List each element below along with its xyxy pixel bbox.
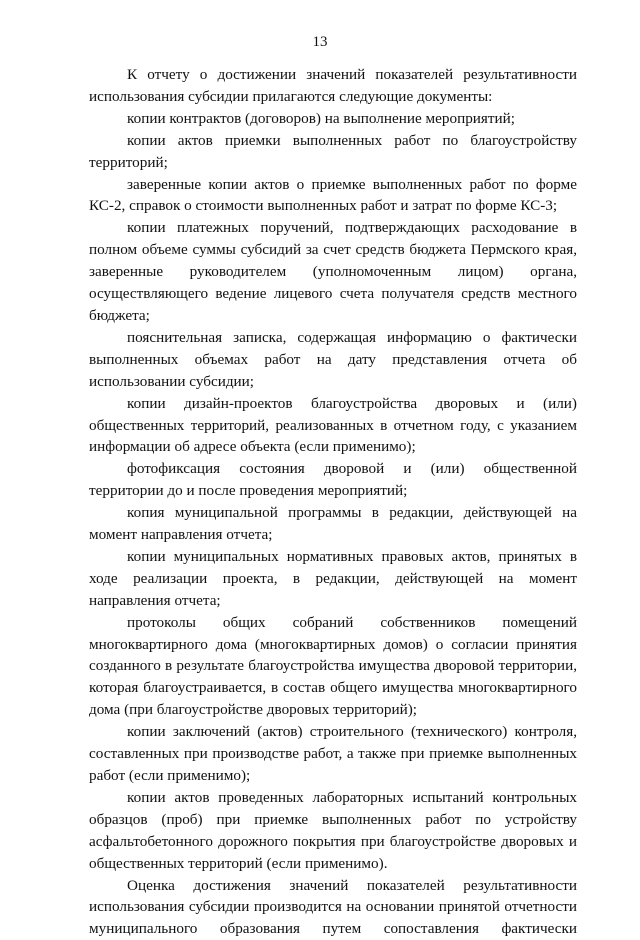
list-item-photo-record: фотофиксация состояния дворовой и (или) общественной территории до и после проведения мероприятий; (89, 460, 577, 500)
paragraph-assessment: Оценка достижения значений показателей результативности использования субсидии производится на основании принятой отчетности муниципального образования путем сопоставления фактически (89, 876, 577, 938)
list-item-ks2-ks3: заверенные копии актов о приемке выполненных работ по форме КС-2, справок о стоимости выполненных работ и затрат по форме КС-3; (89, 175, 577, 215)
document-body (89, 64, 577, 940)
paragraph-intro: К отчету о достижении значений показателей результативности использования субсидии прилагаются следующие документы: (89, 66, 577, 105)
list-item-contracts: копии контрактов (договоров) на выполнение мероприятий; (127, 109, 516, 127)
list-item-payment-orders: копии платежных поручений, подтверждающих расходование в полном объеме суммы субсидий за счет средств бюджета Пермского края, заверенные руководителем (уполномоченным лицом) органа, осуществляющего ведение лицевого счета получателя средств местного бюджета; (89, 219, 577, 324)
list-item-lab-tests: копии актов проведенных лабораторных испытаний контрольных образцов (проб) при приемке выполненных работ по устройству асфальтобетонного дорожного покрытия при благоустройстве дворовых и общественных территорий (если применимо). (89, 788, 577, 872)
list-item-acceptance-acts: копии актов приемки выполненных работ по благоустройству территорий; (89, 131, 577, 171)
list-item-design-projects: копии дизайн-проектов благоустройства дворовых и (или) общественных территорий, реализованных в отчетном году, с указанием информации об адресе объекта (если применимо); (89, 394, 577, 456)
list-item-explanatory-note: пояснительная записка, содержащая информацию о фактически выполненных объемах работ на дату представления отчета об использовании субсидии; (89, 328, 577, 390)
list-item-municipal-program: копия муниципальной программы в редакции, действующей на момент направления отчета; (89, 504, 577, 544)
page-number: 13 (312, 34, 328, 50)
list-item-meeting-minutes: протоколы общих собраний собственников помещений многоквартирного дома (многоквартирных домов) о согласии принятия созданного в результате благоустройства имущества дворовой территории, которая благоустраивается, в состав общего имущества многоквартирного дома (при благоустройстве дворовых территорий); (89, 613, 577, 719)
list-item-control-conclusions: копии заключений (актов) строительного (технического) контроля, составленных при производстве работ, а также при приемке выполненных работ (если применимо); (89, 723, 577, 784)
list-item-legal-acts: копии муниципальных нормативных правовых актов, принятых в ходе реализации проекта, в редакции, действующей на момент направления отчета; (89, 547, 577, 609)
